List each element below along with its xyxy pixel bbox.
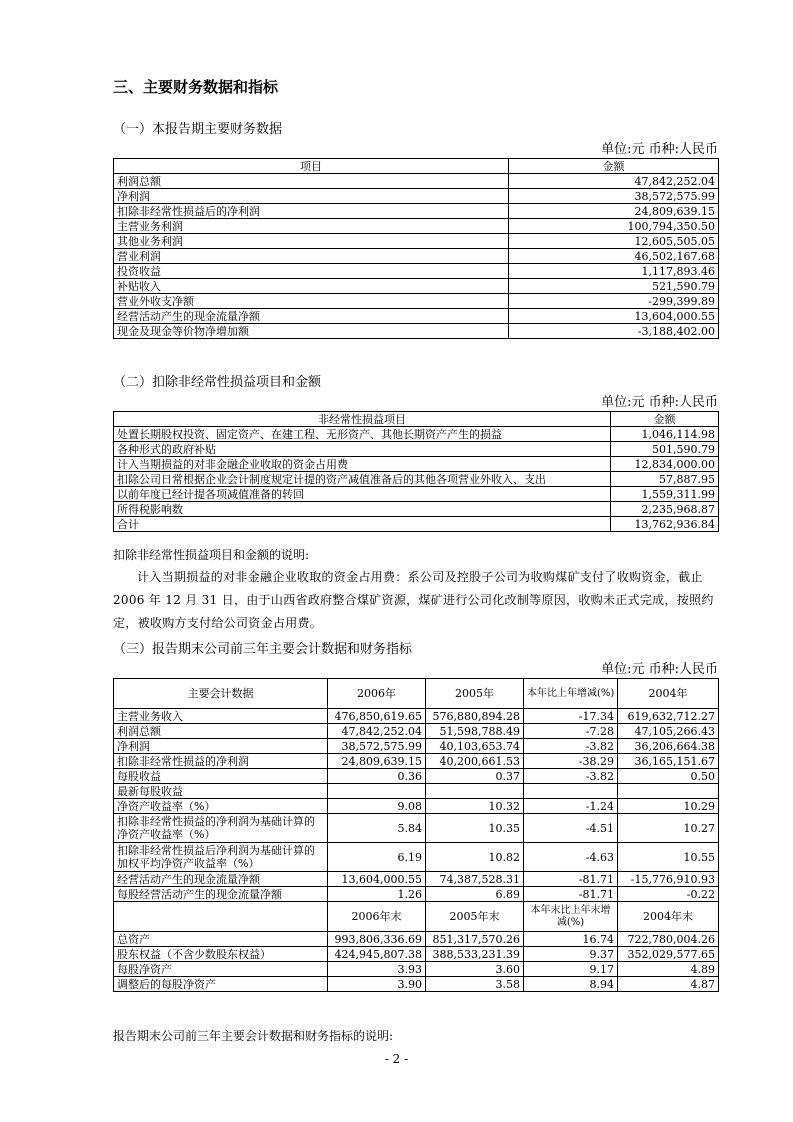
row-value: 36,165,151.67 — [618, 754, 719, 769]
s3-header-2005: 2005年 — [426, 679, 524, 709]
row-label: 经营活动产生的现金流量净额 — [114, 872, 328, 887]
row-label: 经营活动产生的现金流量净额 — [114, 309, 509, 324]
row-label: 各种形式的政府补贴 — [114, 442, 611, 457]
table-row — [114, 427, 719, 442]
table-row — [114, 487, 719, 502]
row-value: 10.32 — [426, 799, 524, 814]
table-row — [114, 947, 719, 962]
row-label: 营业利润 — [114, 249, 509, 264]
row-label: 利润总额 — [114, 724, 328, 739]
row-amount: 521,590.79 — [509, 279, 719, 294]
row-label: 计入当期损益的对非金融企业收取的资金占用费 — [114, 457, 611, 472]
row-value: 6.89 — [426, 887, 524, 902]
row-value: 36,206,664.38 — [618, 739, 719, 754]
table-subheader-row — [114, 902, 719, 932]
row-value: 9.08 — [328, 799, 426, 814]
row-value: 851,317,570.26 — [426, 932, 524, 947]
row-amount: 1,559,311.99 — [611, 487, 719, 502]
s3-header-item: 主要会计数据 — [114, 679, 328, 709]
row-amount: 46,502,167.68 — [509, 249, 719, 264]
table-row — [114, 799, 719, 814]
row-value: 9.17 — [524, 962, 618, 977]
row-value: -3.82 — [524, 739, 618, 754]
row-value: 0.50 — [618, 769, 719, 784]
row-value: 1.26 — [328, 887, 426, 902]
row-amount: 57,887.95 — [611, 472, 719, 487]
table-row — [114, 739, 719, 754]
row-value: 10.82 — [426, 843, 524, 872]
row-value: 51,598,788.49 — [426, 724, 524, 739]
s3-header-2006: 2006年 — [328, 679, 426, 709]
row-value: -81.71 — [524, 872, 618, 887]
row-value: -7.28 — [524, 724, 618, 739]
row-value: 9.37 — [524, 947, 618, 962]
row-value: 352,029,577.65 — [618, 947, 719, 962]
row-value: 0.36 — [328, 769, 426, 784]
row-value — [618, 784, 719, 799]
row-value: 576,880,894.28 — [426, 709, 524, 724]
row-label: 净利润 — [114, 189, 509, 204]
row-label: 净利润 — [114, 739, 328, 754]
row-value: 993,806,336.69 — [328, 932, 426, 947]
s3-header-2004: 2004年 — [618, 679, 719, 709]
row-value: 38,572,575.99 — [328, 739, 426, 754]
row-amount: 501,590.79 — [611, 442, 719, 457]
row-value: 3.58 — [426, 977, 524, 992]
row-label: 其他业务利润 — [114, 234, 509, 249]
s1-title: （一）本报告期主要财务数据 — [113, 122, 283, 137]
row-value: 4.87 — [618, 977, 719, 992]
row-amount: 38,572,575.99 — [509, 189, 719, 204]
table-row — [114, 294, 719, 309]
row-label: 扣除公司日常根据企业会计制度规定计提的资产减值准备后的其他各项营业外收入、支出 — [114, 472, 611, 487]
row-label: 投资收益 — [114, 264, 509, 279]
subheader-cell: 2005年末 — [426, 902, 524, 932]
table-row — [114, 769, 719, 784]
row-value: -38.29 — [524, 754, 618, 769]
row-label: 所得税影响数 — [114, 502, 611, 517]
row-amount: 12,605,505.05 — [509, 234, 719, 249]
table-row — [114, 249, 719, 264]
s1-header-item: 项目 — [114, 159, 509, 174]
row-value: -4.51 — [524, 814, 618, 843]
row-label: 净资产收益率（%） — [114, 799, 328, 814]
s3-unit: 单位:元 币种:人民币 — [601, 662, 718, 677]
s2-title: （二）扣除非经常性损益项目和金额 — [113, 375, 322, 390]
table-row — [114, 843, 719, 872]
table-row — [114, 189, 719, 204]
row-amount: 100,794,350.50 — [509, 219, 719, 234]
row-value — [328, 784, 426, 799]
table-row — [114, 264, 719, 279]
row-amount: 13,762,936.84 — [611, 517, 719, 532]
subheader-cell: 2006年末 — [328, 902, 426, 932]
row-value: 40,200,661.53 — [426, 754, 524, 769]
table-row — [114, 709, 719, 724]
row-value: 4.89 — [618, 962, 719, 977]
row-value: 619,632,712.27 — [618, 709, 719, 724]
table-row — [114, 234, 719, 249]
table-row — [114, 517, 719, 532]
s1-header-amount: 金额 — [509, 159, 719, 174]
subheader-cell — [114, 902, 328, 932]
row-value: 0.37 — [426, 769, 524, 784]
table-row — [114, 977, 719, 992]
table-row — [114, 442, 719, 457]
table-row — [114, 814, 719, 843]
s3-table — [113, 678, 719, 992]
row-value: -4.63 — [524, 843, 618, 872]
row-label: 合计 — [114, 517, 611, 532]
row-amount: 12,834,000.00 — [611, 457, 719, 472]
row-label: 每股净资产 — [114, 962, 328, 977]
table-row — [114, 457, 719, 472]
table-row — [114, 219, 719, 234]
row-value: 13,604,000.55 — [328, 872, 426, 887]
s1-table — [113, 158, 719, 339]
table-row — [114, 204, 719, 219]
row-value: -81.71 — [524, 887, 618, 902]
row-label: 现金及现金等价物净增加额 — [114, 324, 509, 339]
table-row — [114, 174, 719, 189]
row-value — [426, 784, 524, 799]
subheader-cell: 2004年末 — [618, 902, 719, 932]
row-value: 40,103,653.74 — [426, 739, 524, 754]
row-label: 主营业务利润 — [114, 219, 509, 234]
table-row — [114, 932, 719, 947]
row-label: 总资产 — [114, 932, 328, 947]
row-label: 处置长期股权投资、固定资产、在建工程、无形资产、其他长期资产产生的损益 — [114, 427, 611, 442]
s2-note-title: 扣除非经常性损益项目和金额的说明: — [113, 548, 310, 562]
table-row — [114, 324, 719, 339]
row-value: 3.60 — [426, 962, 524, 977]
row-value: 476,850,619.65 — [328, 709, 426, 724]
row-amount: 2,235,968.87 — [611, 502, 719, 517]
row-value: 6.19 — [328, 843, 426, 872]
s2-unit: 单位:元 币种:人民币 — [601, 395, 718, 410]
row-label: 主营业务收入 — [114, 709, 328, 724]
row-value: 74,387,528.31 — [426, 872, 524, 887]
row-amount: 47,842,252.04 — [509, 174, 719, 189]
s3-note-title: 报告期末公司前三年主要会计数据和财务指标的说明: — [113, 1029, 394, 1043]
row-amount: -3,188,402.00 — [509, 324, 719, 339]
row-value: 10.55 — [618, 843, 719, 872]
table-row — [114, 309, 719, 324]
row-value: 47,105,266.43 — [618, 724, 719, 739]
subheader-cell: 本年末比上年末增减(%) — [524, 902, 618, 932]
row-amount: 1,117,893.46 — [509, 264, 719, 279]
row-label: 利润总额 — [114, 174, 509, 189]
table-row — [114, 887, 719, 902]
row-label: 最新每股收益 — [114, 784, 328, 799]
row-amount: -299,399.89 — [509, 294, 719, 309]
table-row — [114, 754, 719, 769]
row-value: 16.74 — [524, 932, 618, 947]
row-value — [524, 784, 618, 799]
row-amount: 24,809,639.15 — [509, 204, 719, 219]
row-label: 扣除非经常性损益的净利润为基础计算的净资产收益率（%） — [114, 814, 328, 843]
row-label: 扣除非经常性损益后的净利润 — [114, 204, 509, 219]
table-row — [114, 279, 719, 294]
s3-header-change: 本年比上年增减(%) — [524, 679, 618, 709]
s1-unit: 单位:元 币种:人民币 — [601, 142, 718, 157]
row-value: 8.94 — [524, 977, 618, 992]
s2-header-item: 非经常性损益项目 — [114, 412, 611, 427]
row-label: 营业外收支净额 — [114, 294, 509, 309]
row-amount: 13,604,000.55 — [509, 309, 719, 324]
row-value: 5.84 — [328, 814, 426, 843]
row-value: 722,780,004.26 — [618, 932, 719, 947]
row-amount: 1,046,114.98 — [611, 427, 719, 442]
s2-header-amount: 金额 — [611, 412, 719, 427]
row-value: -1.24 — [524, 799, 618, 814]
row-value: -15,776,910.93 — [618, 872, 719, 887]
table-row — [114, 872, 719, 887]
row-value: 10.35 — [426, 814, 524, 843]
row-label: 每股收益 — [114, 769, 328, 784]
page-number: - 2 - — [384, 1052, 409, 1066]
row-label: 以前年度已经计提各项减值准备的转回 — [114, 487, 611, 502]
row-label: 股东权益（不含少数股东权益） — [114, 947, 328, 962]
row-value: -0.22 — [618, 887, 719, 902]
section-title: 三、主要财务数据和指标 — [113, 78, 279, 96]
row-label: 补贴收入 — [114, 279, 509, 294]
row-label: 每股经营活动产生的现金流量净额 — [114, 887, 328, 902]
row-value: 3.93 — [328, 962, 426, 977]
row-value: -17.34 — [524, 709, 618, 724]
s2-note-text: 计入当期损益的对非金融企业收取的资金占用费：系公司及控股子公司为收购煤矿支付了收购资金，截止 2006 年 12 月 31 日，由于山西省政府整合煤矿资源，煤矿进行公司化改制等原因，收购未正式完成，按照约定，被收购方支付给公司资金占用费。 — [113, 570, 714, 630]
s3-title: （三）报告期末公司前三年主要会计数据和财务指标 — [113, 642, 413, 657]
table-row — [114, 962, 719, 977]
row-value: 388,533,231.39 — [426, 947, 524, 962]
row-value: 24,809,639.15 — [328, 754, 426, 769]
row-value: 3.90 — [328, 977, 426, 992]
table-row — [114, 502, 719, 517]
row-value: 424,945,807.38 — [328, 947, 426, 962]
row-value: 47,842,252.04 — [328, 724, 426, 739]
table-row — [114, 724, 719, 739]
s2-table — [113, 411, 719, 532]
row-label: 调整后的每股净资产 — [114, 977, 328, 992]
row-value: 10.27 — [618, 814, 719, 843]
row-value: 10.29 — [618, 799, 719, 814]
table-row — [114, 472, 719, 487]
row-label: 扣除非经常性损益后净利润为基础计算的加权平均净资产收益率（%） — [114, 843, 328, 872]
row-label: 扣除非经常性损益的净利润 — [114, 754, 328, 769]
table-row — [114, 784, 719, 799]
row-value: -3.82 — [524, 769, 618, 784]
